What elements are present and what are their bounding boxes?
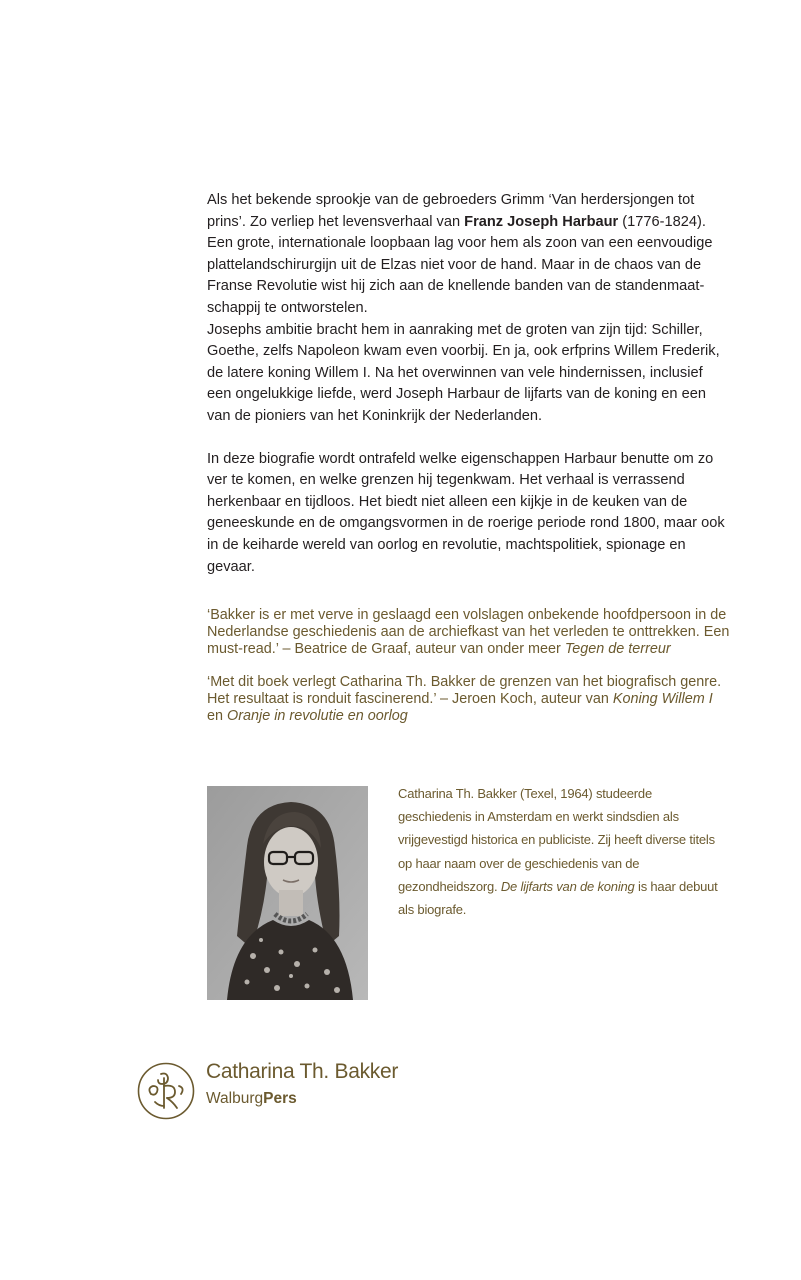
quote-text: en xyxy=(207,708,228,725)
bio-text: Catharina Th. Bakker (Texel, 1964) studeerde geschiedenis in Amsterdam en werkt sindsdien als vrijgevestigd historica en publiciste. Zij heeft diverse titels op haar naam over de geschiedenis van de gezondheidszorg. xyxy=(398,786,715,894)
walburg-pers-monogram-icon xyxy=(137,1062,195,1120)
review-quote-2 xyxy=(207,674,731,726)
quote-book-title: Oranje in revolutie en oorlog xyxy=(227,708,408,725)
blurb-paragraph-2: Josephs ambitie bracht hem in aanraking met de groten van zijn tijd: Schiller, Goethe, zelfs Napoleon kwam even voorbij. En ja, ook erfprins Willem Frederik, de latere koning Willem I. Na het overwinnen van vele hindernissen, inclusief een ongelukkige liefde, werd Joseph Harbaur de lijfarts van de koning en een van de pioniers van het Koninkrijk der Nederlanden. xyxy=(207,321,720,424)
quote-text: ‘Met dit boek verlegt Catharina Th. Bakker de grenzen van het biografisch genre. Het resultaat is ronduit fascinerend.’ – Jeroen Koch, auteur van xyxy=(207,673,722,707)
blurb-text: Als het bekende sprookje van de gebroeders Grimm ‘Van herdersjongen tot prins’. Zo verliep het levensverhaal van xyxy=(207,192,695,230)
publisher-name-part: Walburg xyxy=(206,1090,264,1107)
quote-book-title: Tegen de terreur xyxy=(564,641,671,658)
author-photo xyxy=(207,786,368,1000)
subject-name: Franz Joseph Harbaur xyxy=(464,213,619,230)
author-portrait-illustration xyxy=(207,786,368,1000)
blurb-text: (1776-1824). Een grote, internationale loopbaan lag voor hem als zoon van een eenvoudige plattelandschirurgijn uit de Elzas niet voor de hand. Maar in de chaos van de Franse Revolutie wist hij zich aan de knellende banden van de standenmaatschappij te ontworstelen. xyxy=(207,213,713,316)
quote-book-title: Koning Willem I xyxy=(612,690,713,707)
review-quote-1 xyxy=(207,607,731,659)
quote-text: ‘Bakker is er met verve in geslaagd een volslagen onbekende hoofdpersoon in de Nederlandse geschiedenis aan de archiefkast van het verleden te onttrekken. Een must-read.’ – Beatrice de Graaf, auteur van onder meer xyxy=(207,607,730,658)
review-quotes xyxy=(207,607,731,725)
back-cover-blurb xyxy=(207,190,727,578)
blurb-paragraph-1 xyxy=(207,190,727,320)
publisher-name xyxy=(206,1088,398,1110)
bio-book-title: De lijfarts van de koning xyxy=(500,878,635,894)
publisher-block xyxy=(206,1058,398,1110)
bio-text: is haar debuut als biografe. xyxy=(398,878,718,918)
author-bio xyxy=(398,782,728,921)
author-name: Catharina Th. Bakker xyxy=(206,1060,399,1083)
blurb-paragraph-3: In deze biografie wordt ontrafeld welke eigenschappen Harbaur benutte om zo ver te komen, en welke grenzen hij tegenkwam. Het verhaal is verrassend herkenbaar en tijdloos. Het biedt niet alleen een kijkje in de keuken van de geneeskunde en de omgangsvormen in de roerige periode rond 1800, maar ook in de keiharde wereld van oorlog en revolutie, machtspolitiek, spionage en gevaar. xyxy=(207,450,725,575)
publisher-name-part-bold: Pers xyxy=(263,1090,297,1107)
